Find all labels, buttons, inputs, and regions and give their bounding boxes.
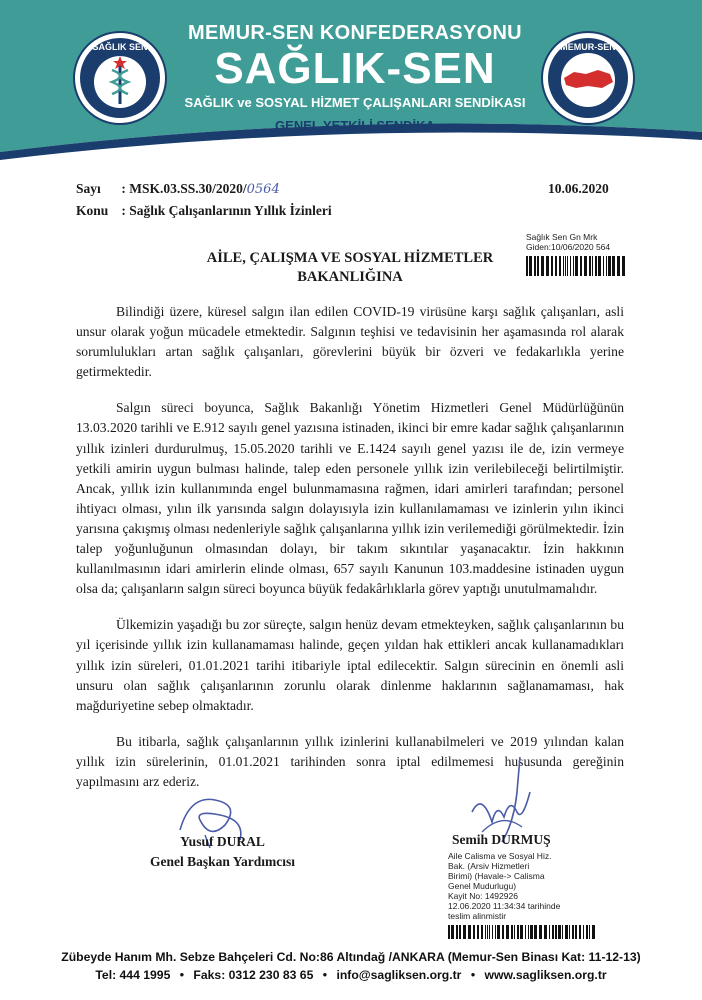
receipt-stamp <box>448 851 618 939</box>
letter-footer <box>0 948 702 984</box>
footer-separator: • <box>179 968 185 982</box>
signatory-left-title: Genel Başkan Yardımcısı <box>150 854 296 869</box>
union-full-name: SAĞLIK ve SOSYAL HİZMET ÇALIŞANLARI SENDİKASI <box>184 95 526 110</box>
footer-contact <box>0 966 702 984</box>
subject-label: Konu <box>76 203 109 218</box>
authorized-union-label: GENEL YETKİLİ SENDİKA <box>275 118 435 133</box>
signatory-left-name: Yusuf DURAL <box>180 834 265 849</box>
footer-email: info@sagliksen.org.tr <box>336 968 462 982</box>
footer-website: www.sagliksen.org.tr <box>484 968 607 982</box>
footer-separator: • <box>322 968 328 982</box>
letterhead <box>0 0 702 160</box>
receipt-line-5: Kayit No: 1492926 <box>448 891 518 901</box>
recipient-line-2: BAKANLIĞINA <box>297 269 403 285</box>
reference-label: Sayı <box>76 181 101 196</box>
receipt-line-7: teslim alinmistir <box>448 911 507 921</box>
body-paragraph-2: Salgın süreci boyunca, Sağlık Bakanlığı Yönetim Hizmetleri Genel Müdürlüğünün 13.03.2020 tarihli ve E.912 sayılı genel yazısına istinaden, ikinci bir emre kadar sağlık çalışanlarının yıllık izinleri durdurulmuş, 15.05.2020 tarihli ve E.1424 sayılı genel yazısı ile de, izin vermeye yetkili amirin uygun bulması halinde, talep eden personele yıllık izin verilebileceği belirtilmiştir. Ancak, yıllık izin kullanımında engel bulunmamasına rağmen, idari amirleri tarafından; personel ihtiyacı olması, yılın ilk yarısında salgın dolayısıyla izin kullanılamaması ve izinlerin yılın ikinci yarısına çakışmış olması nedenleriyle sağlık çalışanlarına yıllık izin verilemediği görülmektedir. İzin talep yoğunluğunun olmasından dolayı, bir takım sıkıntılar yaşanacaktır. İzin hakkının kullanılmasının idari amirlerin elinde olması, 657 sayılı Kanunun 103.maddesine istinaden uygun olsa da; çalışanların salgın süreci boyunca büyük fedakârlıklarla görev yaptığı unutulmamalıdır. <box>76 400 624 597</box>
receipt-line-4: Genel Mudurlugu) <box>448 881 517 891</box>
sagliksen-logo <box>72 30 168 126</box>
union-name: SAĞLIK-SEN <box>214 44 496 93</box>
footer-address: Zübeyde Hanım Mh. Sebze Bahçeleri Cd. No:86 Altındağ /ANKARA (Memur-Sen Binası Kat: 11-12-13) <box>61 950 641 964</box>
footer-separator: • <box>470 968 476 982</box>
receipt-line-6: 12.06.2020 11:34:34 tarihinde <box>448 901 561 911</box>
body-paragraph-3: Ülkemizin yaşadığı bu zor süreçte, salgın henüz devam etmekteyken, sağlık çalışanlarının bu yıl içerisinde yıllık izin kullanamaması halinde, geçen yıldan hak ettikleri ancak kullanamadıkları yıllık izin süreleri, 01.01.2021 tarihi itibariyle iptal edilecektir. Salgın sürecinin en önemli asli unsuru olan sağlık çalışanlarının zorunlu olarak dinlenme haklarının sağlanamaması, hak mağduriyetine sebep olmaktadır. <box>76 617 624 713</box>
stamp-line-1: Sağlık Sen Gn Mrk <box>526 232 598 242</box>
receipt-line-2: Bak. (Arsiv Hizmetleri <box>448 861 530 871</box>
stamp-line-2: Giden:10/06/2020 564 <box>526 242 611 252</box>
right-logo-text: MEMUR-SEN <box>560 42 616 52</box>
reference-number-row <box>76 178 332 200</box>
letterhead-text <box>180 22 530 133</box>
receipt-line-3: Birimi) (Havale-> Calisma <box>448 871 545 881</box>
receipt-line-1: Aile Calisma ve Sosyal Hiz. <box>448 851 552 861</box>
memursen-logo <box>540 30 636 126</box>
body-paragraph-4: Bu itibarla, sağlık çalışanlarının yıllık izinlerini kullanabilmeleri ve 2019 yılından kalan yıllık izin sürelerinin, 01.01.2021 tarihinden sonra iptal edilmemesi hususunda gereğinin yapılmasını arz ederiz. <box>76 733 624 789</box>
footer-tel: Tel: 444 1995 <box>95 968 171 982</box>
letter-meta <box>76 178 332 221</box>
subject-row <box>76 200 332 221</box>
confederation-name: MEMUR-SEN KONFEDERASYONU <box>188 22 522 44</box>
body-paragraph-1: Bilindiği üzere, küresel salgın ilan edilen COVID-19 virüsüne karşı sağlık çalışanları, asli unsur olarak yoğun mücadele etmektedir. Salgının teşhisi ve tedavisinin her aşamasında rol alarak sorumlulukları artan sağlık çalışanları, görevlerini büyük bir özveri ve fedakarlıkla yerine getirmektedir. <box>76 304 624 380</box>
barcode-icon <box>526 256 626 276</box>
signatory-right <box>452 832 551 848</box>
outgoing-stamp <box>526 232 626 276</box>
signatory-right-name: Semih DURMUŞ <box>452 832 551 847</box>
letter-date: 10.06.2020 <box>548 181 609 196</box>
subject-value: : Sağlık Çalışanlarının Yıllık İzinleri <box>121 203 332 218</box>
signatory-left <box>150 832 295 872</box>
footer-fax: Faks: 0312 230 83 65 <box>193 968 314 982</box>
handwritten-reference: 0564 <box>246 182 280 197</box>
recipient <box>200 249 500 287</box>
reference-number: : MSK.03.SS.30/2020/ <box>121 181 247 196</box>
recipient-line-1: AİLE, ÇALIŞMA VE SOSYAL HİZMETLER <box>206 250 494 266</box>
barcode-icon <box>448 925 598 939</box>
left-logo-text: SAĞLIK SEN <box>92 42 148 52</box>
letter-body <box>76 302 624 808</box>
